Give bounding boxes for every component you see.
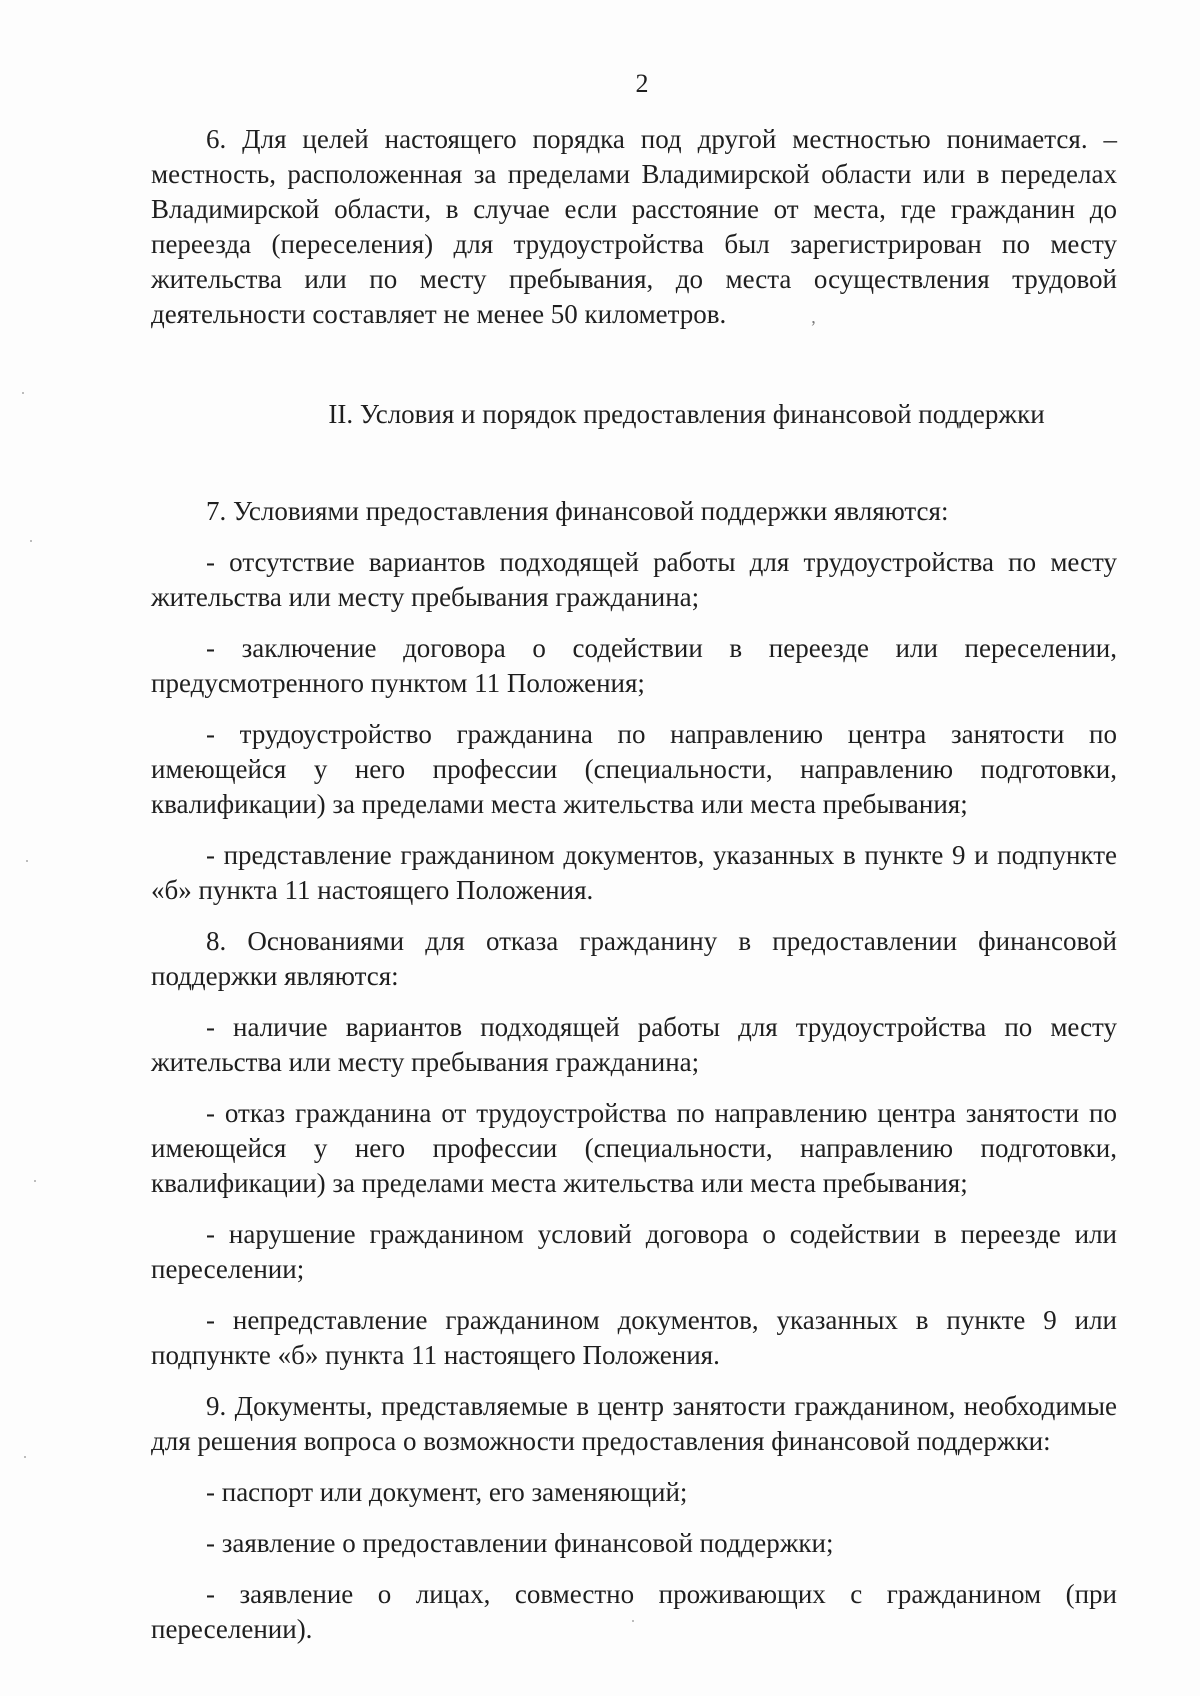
- refusal-item-4: - непредставление гражданином документов, указанных в пункте 9 или подпункте «б» пункта 11 настоящего Положения.: [151, 1305, 1117, 1370]
- paragraph-8-intro: 8. Основаниями для отказа гражданину в предоставлении финансовой поддержки являются:: [151, 926, 1117, 991]
- scan-speck: [632, 1620, 634, 1622]
- scan-speck: [34, 1180, 36, 1182]
- document-item-1: - паспорт или документ, его заменяющий;: [206, 1477, 688, 1507]
- section-heading: II. Условия и порядок предоставления финансовой поддержки: [328, 399, 1045, 429]
- condition-item-4: - представление гражданином документов, указанных в пункте 9 и подпункте «б» пункта 11 настоящего Положения.: [151, 840, 1117, 905]
- document-item-2: - заявление о предоставлении финансовой поддержки;: [206, 1528, 834, 1558]
- page-number: 2: [635, 69, 649, 98]
- paragraph-6-definition: [151, 122, 1117, 335]
- paragraph-9-intro: 9. Документы, представляемые в центр занятости гражданином, необходимые для решения вопроса о возможности предоставления финансовой поддержки:: [151, 1391, 1117, 1456]
- refusal-item-3: - нарушение гражданином условий договора о содействии в переезде или переселении;: [151, 1219, 1117, 1284]
- paragraph-6-text: 6. Для целей настоящего порядка под другой местностью понимается. – местность, расположенная за пределами Владимирской области или в переделах Владимирской области, в случае если расстояние от места, где гражданин до переезда (переселения) для трудоустройства был зарегистрирован по месту жительства или по месту пребывания, до места осуществления трудовой деятельности составляет не менее 50 километров.: [151, 124, 1117, 329]
- scan-speck: [22, 392, 24, 394]
- condition-item-2: - заключение договора о содействии в переезде или переселении, предусмотренного пунктом 11 Положения;: [151, 633, 1117, 698]
- document-body: [151, 122, 1117, 1647]
- scan-speck: [24, 1456, 26, 1458]
- stray-mark: ,: [811, 307, 816, 327]
- paragraph-7-intro: 7. Условиями предоставления финансовой поддержки являются:: [206, 496, 949, 526]
- refusal-item-2: - отказ гражданина от трудоустройства по направлению центра занятости по имеющейся у него профессии (специальности, направлению подготовки, квалификации) за пределами места жительства или места пребывания;: [151, 1098, 1117, 1198]
- condition-item-3: - трудоустройство гражданина по направлению центра занятости по имеющейся у него профессии (специальности, направлению подготовки, квалификации) за пределами места жительства или места пребывания;: [151, 719, 1117, 819]
- scan-speck: [30, 540, 32, 542]
- refusal-item-1: - наличие вариантов подходящей работы для трудоустройства по месту жительства или месту пребывания гражданина;: [151, 1012, 1117, 1077]
- document-item-3: - заявление о лицах, совместно проживающих с гражданином (при переселении).: [151, 1579, 1117, 1644]
- condition-item-1: - отсутствие вариантов подходящей работы для трудоустройства по месту жительства или месту пребывания гражданина;: [151, 547, 1117, 612]
- scan-speck: [26, 860, 28, 862]
